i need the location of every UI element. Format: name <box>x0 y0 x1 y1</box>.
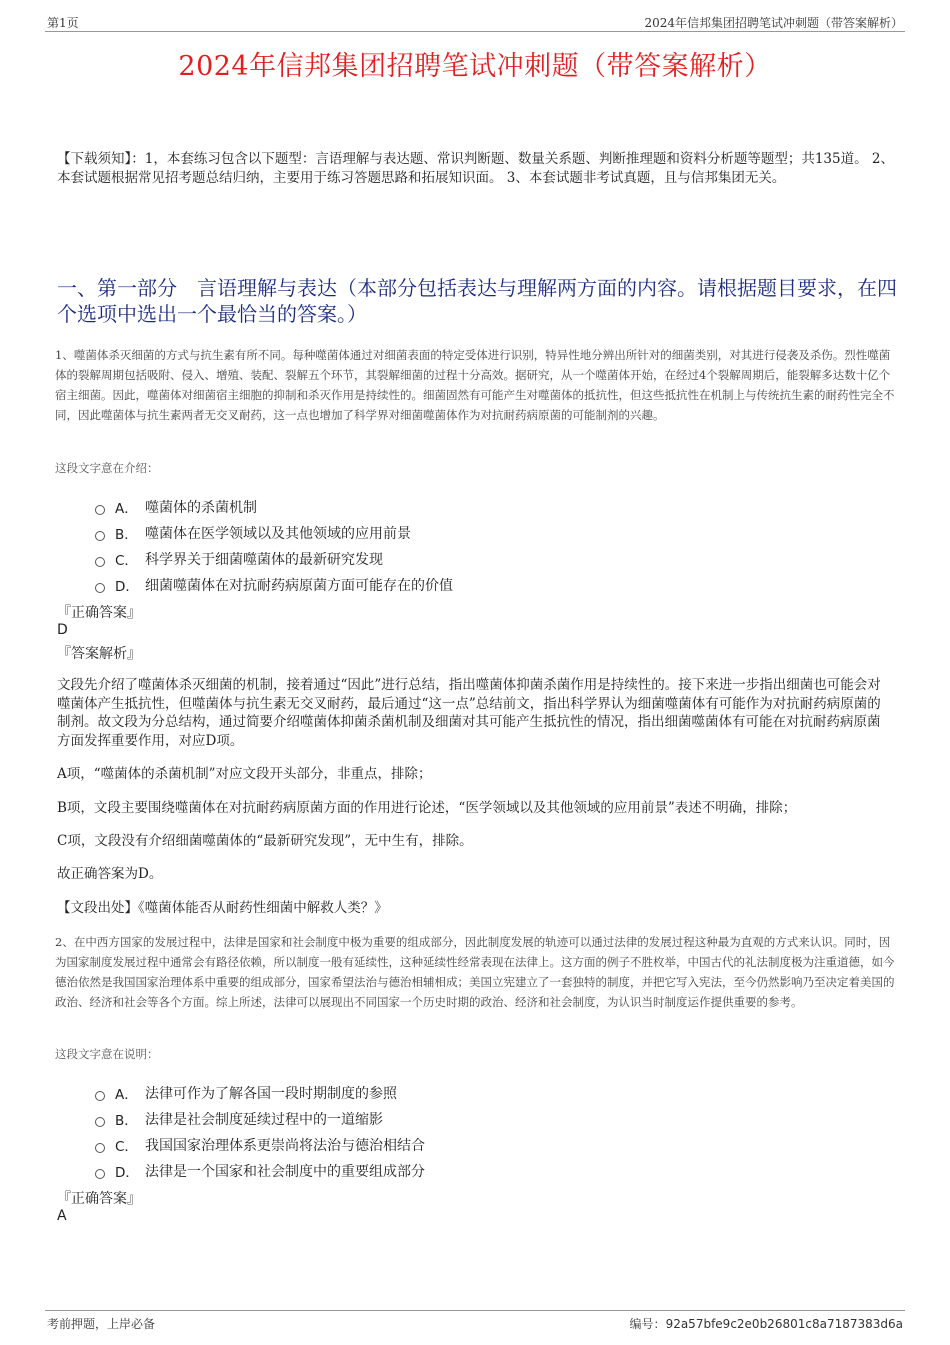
footer-slogan: 考前押题，上岸必备 <box>47 1317 156 1331</box>
footer-code-label: 编号： <box>629 1317 666 1331</box>
radio-icon[interactable] <box>95 505 105 515</box>
option-text: 法律是一个国家和社会制度中的重要组成部分 <box>145 1164 425 1180</box>
question-1-options <box>95 494 453 598</box>
question-1-option-c[interactable] <box>95 546 453 572</box>
option-letter: A． <box>115 501 138 517</box>
question-2-text: 2、在中西方国家的发展过程中，法律是国家和社会制度中极为重要的组成部分，因此制度发展的轨迹可以通过法律的发展过程这种最为直观的方式来认识。同时，因为国家制度发展过程中通常会有路径依赖，所以制度一般有延续性，这种延续性经常表现在法律上。这方面的例子不胜枚举，中国古代的礼法制度极为注重道德，如今德治依然是我国国家治理体系中重要的组成部分，国家希望法治与德治相辅相成；美国立宪建立了一套独特的制度，并把它写入宪法，至今仍然影响乃至决定着美国的政治、经济和社会等各个方面。综上所述，法律可以展现出不同国家一个历史时期的政治、经济和社会制度，为认识当时制度运作提供重要的参考。 <box>55 935 895 1009</box>
option-text: 细菌噬菌体在对抗耐药病原菌方面可能存在的价值 <box>145 578 453 594</box>
header-divider <box>45 31 905 32</box>
download-notice: 【下载须知】：1，本套练习包含以下题型：言语理解与表达题、常识判断题、数量关系题、判断推理题和资料分析题等题型；共135道。 2、本套试题根据常见招考题总结归纳，主要用于练习答题思路和拓展知识面。 3、本套试题非考试真题，且与信邦集团无关。 <box>57 151 894 186</box>
option-text: 法律可作为了解各国一段时期制度的参照 <box>145 1086 397 1102</box>
option-letter: A． <box>115 1087 138 1103</box>
option-text: 我国国家治理体系更崇尚将法治与德治相结合 <box>145 1138 425 1154</box>
radio-icon[interactable] <box>95 557 105 567</box>
option-letter: D． <box>115 579 139 595</box>
radio-icon[interactable] <box>95 1117 105 1127</box>
option-text: 科学界关于细菌噬菌体的最新研究发现 <box>145 552 383 568</box>
option-letter: C． <box>115 553 138 569</box>
question-1-note-b: B项，文段主要围绕噬菌体在对抗耐药病原菌方面的作用进行论述，“医学领域以及其他领域的应用前景”表述不明确，排除； <box>57 800 797 816</box>
question-1-text: 1、噬菌体杀灭细菌的方式与抗生素有所不同。每种噬菌体通过对细菌表面的特定受体进行识别，特异性地分辨出所针对的细菌类别，对其进行侵袭及杀伤。烈性噬菌体的裂解周期包括吸附、侵入、增殖、装配、裂解五个环节，其裂解细菌的过程十分高效。据研究，从一个噬菌体开始，在经过4个裂解周期后，能裂解多达数十亿个宿主细菌。因此，噬菌体对细菌宿主细胞的抑制和杀灭作用是持续性的。细菌固然有可能产生对噬菌体的抵抗性，但这些抵抗性在机制上与传统抗生素的耐药性完全不同，因此噬菌体与抗生素两者无交叉耐药，这一点也增加了科学界对细菌噬菌体作为对抗耐药病原菌的可能制剂的兴趣。 <box>55 348 895 422</box>
question-2-options <box>95 1080 425 1184</box>
option-letter: B． <box>115 527 138 543</box>
question-1-analysis-label: 『答案解析』 <box>57 646 141 662</box>
radio-icon[interactable] <box>95 531 105 541</box>
question-1-option-b[interactable] <box>95 520 453 546</box>
radio-icon[interactable] <box>95 1169 105 1179</box>
question-1-answer-label: 『正确答案』 <box>57 605 141 621</box>
option-letter: D． <box>115 1165 139 1181</box>
option-text: 法律是社会制度延续过程中的一道缩影 <box>145 1112 383 1128</box>
question-2-option-d[interactable] <box>95 1158 425 1184</box>
question-1-answer: D <box>57 622 68 638</box>
option-text: 噬菌体在医学领域以及其他领域的应用前景 <box>145 526 411 542</box>
question-1-prompt: 这段文字意在介绍： <box>55 461 159 475</box>
page-title: 2024年信邦集团招聘笔试冲刺题（带答案解析） <box>178 51 772 82</box>
option-letter: B． <box>115 1113 138 1129</box>
question-1-source: 【文段出处】《噬菌体能否从耐药性细菌中解救人类？》 <box>57 900 388 916</box>
question-2-answer: A <box>57 1208 67 1224</box>
radio-icon[interactable] <box>95 1143 105 1153</box>
option-letter: C． <box>115 1139 138 1155</box>
question-2-prompt: 这段文字意在说明： <box>55 1047 159 1061</box>
footer-divider <box>45 1310 905 1311</box>
footer-code-value: 92a57bfe9c2e0b26801c8a7187383d6a <box>665 1317 903 1331</box>
header-doc-title: 2024年信邦集团招聘笔试冲刺题（带答案解析） <box>644 16 903 30</box>
question-1-option-d[interactable] <box>95 572 453 598</box>
question-2-option-a[interactable] <box>95 1080 425 1106</box>
question-1-conclusion: 故正确答案为D。 <box>57 866 163 882</box>
question-2-option-c[interactable] <box>95 1132 425 1158</box>
radio-icon[interactable] <box>95 583 105 593</box>
question-1-option-a[interactable] <box>95 494 453 520</box>
option-text: 噬菌体的杀菌机制 <box>145 500 257 516</box>
question-1-analysis: 文段先介绍了噬菌体杀灭细菌的机制，接着通过“因此”进行总结，指出噬菌体抑菌杀菌作用是持续性的。接下来进一步指出细菌也可能会对噬菌体产生抵抗性，但噬菌体与抗生素无交叉耐药，最后通过“这一点”总结前文，指出科学界认为细菌噬菌体有可能作为对抗耐药病原菌的制剂。故文段为分总结构，通过简要介绍噬菌体抑菌杀菌机制及细菌对其可能产生抵抗性的情况，指出细菌噬菌体有可能在对抗耐药病原菌方面发挥重要作用，对应D项。 <box>57 677 881 749</box>
question-2-option-b[interactable] <box>95 1106 425 1132</box>
header-page-number: 第1页 <box>47 16 79 30</box>
question-2-answer-label: 『正确答案』 <box>57 1191 141 1207</box>
radio-icon[interactable] <box>95 1091 105 1101</box>
footer-code <box>630 1315 903 1332</box>
question-1-note-a: A项，“噬菌体的杀菌机制”对应文段开头部分，非重点，排除； <box>57 766 432 782</box>
question-1-note-c: C项，文段没有介绍细菌噬菌体的“最新研究发现”，无中生有，排除。 <box>57 833 473 849</box>
section-heading: 一、第一部分 言语理解与表达（本部分包括表达与理解两方面的内容。请根据题目要求，在四个选项中选出一个最恰当的答案。） <box>57 276 897 326</box>
